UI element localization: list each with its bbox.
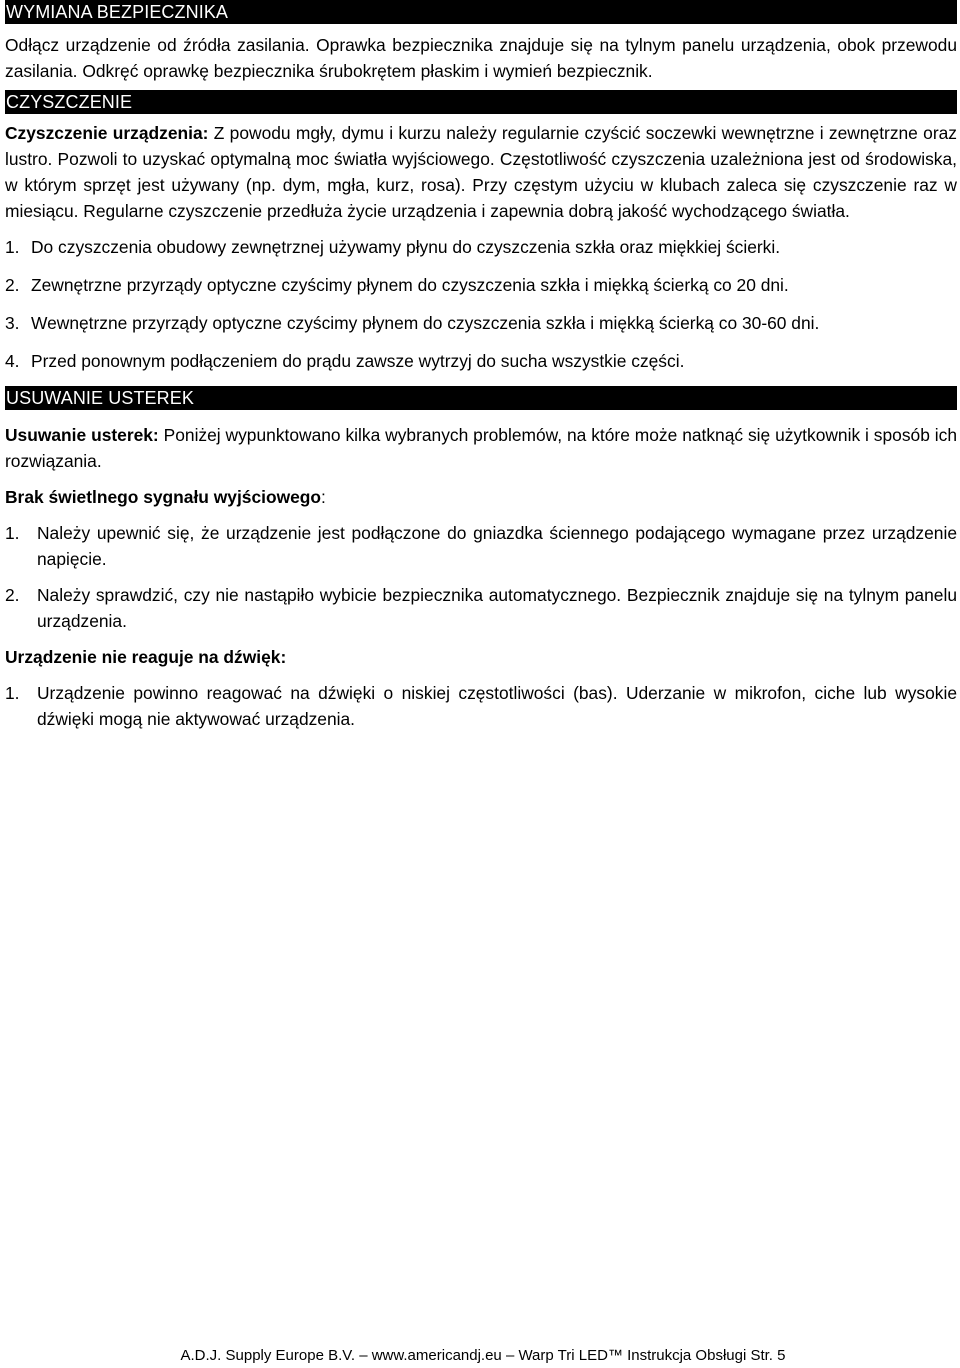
section-heading-cleaning: CZYSZCZENIE: [5, 90, 957, 114]
section-heading-fuse: WYMIANA BEZPIECZNIKA: [5, 0, 957, 24]
fuse-paragraph: Odłącz urządzenie od źródła zasilania. Oprawka bezpiecznika znajduje się na tylnym panelu urządzenia, obok przewodu zasilania. Odkręć oprawkę bezpiecznika śrubokrętem płaskim i wymień bezpiecznik.: [5, 35, 957, 81]
troubleshooting-lead: Usuwanie usterek:: [5, 425, 159, 445]
list-item: 2. Należy sprawdzić, czy nie nastąpiło wybicie bezpiecznika automatycznego. Bezpiecznik znajduje się na tylnym panelu urządzenia.: [5, 585, 957, 631]
problem-heading-no-sound: Urządzenie nie reaguje na dźwięk:: [5, 647, 287, 667]
section-heading-troubleshooting: USUWANIE USTEREK: [5, 386, 957, 410]
cleaning-lead: Czyszczenie urządzenia:: [5, 123, 209, 143]
cleaning-paragraph: [5, 120, 957, 224]
list-item: 4. Przed ponownym podłączeniem do prądu zawsze wytrzyj do sucha wszystkie części.: [5, 351, 685, 371]
document-page: [5, 0, 957, 732]
cleaning-steps: [5, 234, 957, 374]
list-item: 3. Wewnętrzne przyrządy optyczne czyścimy płynem do czyszczenia szkła i miękką ścierką co 30-60 dni.: [5, 313, 820, 333]
list-item: 1. Należy upewnić się, że urządzenie jest podłączone do gniazdka ściennego podającego wymagane przez urządzenie napięcie.: [5, 523, 957, 569]
page-footer: A.D.J. Supply Europe B.V. – www.americandj.eu – Warp Tri LED™ Instrukcja Obsługi Str. 5: [180, 1347, 786, 1364]
list-item: 1. Urządzenie powinno reagować na dźwięki o niskiej częstotliwości (bas). Uderzanie w mikrofon, ciche lub wysokie dźwięki mogą nie aktywować urządzenia.: [5, 683, 957, 729]
list-item: 2. Zewnętrzne przyrządy optyczne czyścimy płynem do czyszczenia szkła i miękką ścierką co 20 dni.: [5, 275, 789, 295]
troubleshooting-text: Poniżej wypunktowano kilka wybranych problemów, na które może natknąć się użytkownik i sposób ich rozwiązania.: [5, 425, 958, 471]
list-item: 1. Do czyszczenia obudowy zewnętrznej używamy płynu do czyszczenia szkła oraz miękkiej ścierki.: [5, 237, 781, 257]
troubleshooting-paragraph: [5, 422, 957, 474]
cleaning-text: Z powodu mgły, dymu i kurzu należy regularnie czyścić soczewki wewnętrzne i zewnętrzne oraz lustro. Pozwoli to uzyskać optymalną moc światła wyjściowego. Częstotliwość czyszczenia uzależniona jest od środowiska, w którym sprzęt jest używany (np. dym, mgła, kurz, rosa). Przy częstym użyciu w klubach zaleca się czyszczenie raz w miesiącu. Regularne czyszczenie przedłuża życie urządzenia i zapewnia dobrą jakość wychodzącego światła.: [5, 123, 957, 221]
problem-heading-no-light: Brak świetlnego sygnału wyjściowego:: [5, 487, 326, 507]
